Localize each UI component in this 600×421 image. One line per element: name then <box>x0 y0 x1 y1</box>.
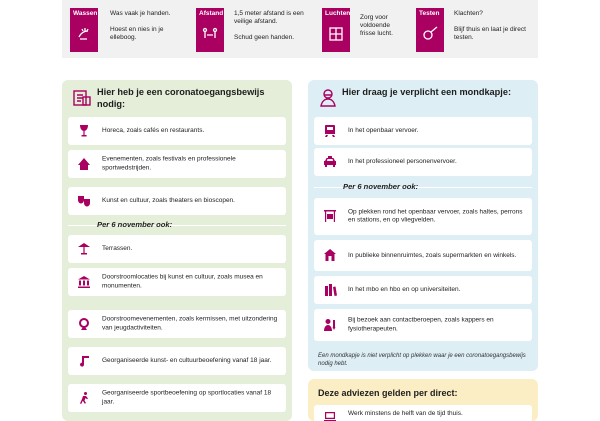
list-item-text: In het mbo en hbo en op universiteiten. <box>348 285 461 293</box>
pass-document-icon <box>72 88 92 108</box>
list-item-text: Georganiseerde kunst- en cultuurbeoefening vanaf 18 jaar. <box>102 356 272 364</box>
advice-wash-tip: Was vaak je handen. Hoest en nies in je elleboog. <box>110 10 171 41</box>
list-item-text: Op plekken rond het openbaar vervoer, zoals haltes, perrons en stations, en op vliegvelden. <box>348 208 523 224</box>
train-icon <box>323 124 337 138</box>
terrace-umbrella-icon <box>77 242 91 256</box>
list-item-text: Horeca, zoals cafés en restaurants. <box>102 126 205 134</box>
advice-strip <box>62 0 538 58</box>
advice-distance-tile <box>196 8 224 52</box>
face-mask-note: Een mondkapje is niet verplicht op plekken waar je een coronatoegangsbewijs nodig hebt. <box>318 353 526 367</box>
advice-air-label: Luchten <box>325 10 351 17</box>
list-item-text: Bij bezoek aan contactberoepen, zoals kappers en fysiotherapeuten. <box>348 316 494 332</box>
sport-runner-icon <box>77 391 91 405</box>
list-item <box>68 117 286 145</box>
shop-building-icon <box>323 248 337 262</box>
list-item <box>314 148 532 176</box>
list-item <box>68 384 286 412</box>
list-item <box>68 347 286 375</box>
test-swab-icon <box>422 26 438 42</box>
books-icon <box>323 283 337 297</box>
list-item-text: Terrassen. <box>102 244 133 252</box>
advice-test-label: Testen <box>419 10 440 17</box>
list-item <box>68 187 286 215</box>
museum-icon <box>77 275 91 289</box>
list-item-text: Kunst en cultuur, zoals theaters en bioscopen. <box>102 196 235 204</box>
advice-test-tip: Klachten? Blijf thuis en laat je direct testen. <box>454 10 526 41</box>
list-item-text: In publieke binnenruimtes, zoals supermarkten en winkels. <box>348 251 517 259</box>
ferris-wheel-icon <box>77 317 91 331</box>
list-item-text: Evenementen, zoals festivals en professionele sportwedstrijden. <box>102 155 236 171</box>
advice-air-tile <box>322 8 350 52</box>
advice-test-tile <box>416 8 444 52</box>
event-tent-icon <box>77 157 91 171</box>
list-item-text: Doorstroomevenementen, zoals kermissen, met uitzondering van jeugdactiviteiten. <box>102 315 278 331</box>
home-laptop-icon <box>323 410 337 421</box>
list-item-text: Georganiseerde sportbeoefening op sportlocaties vanaf 18 jaar. <box>102 389 272 405</box>
advice-wash-label: Wassen <box>73 10 98 17</box>
face-mask-person-icon <box>318 88 338 108</box>
wine-glass-icon <box>77 124 91 138</box>
list-item-text: In het professioneel personenvervoer. <box>348 157 457 165</box>
list-item <box>314 309 532 341</box>
advice-distance-label: Afstand <box>199 10 224 17</box>
list-item <box>68 150 286 178</box>
theater-masks-icon <box>77 194 91 208</box>
advice-distance-tip: 1,5 meter afstand is een veilige afstand. Schud geen handen. <box>234 10 304 41</box>
window-icon <box>328 26 344 42</box>
subheading: Per 6 november ook: <box>343 182 419 191</box>
list-item-text: In het openbaar vervoer. <box>348 126 419 134</box>
list-item <box>68 235 286 263</box>
direct-advice-title: Deze adviezen gelden per direct: <box>318 388 458 398</box>
list-item <box>314 198 532 235</box>
list-item-text: Doorstroomlocaties bij kunst en cultuur, zoals musea en monumenten. <box>102 273 263 289</box>
bus-stop-icon <box>323 209 337 223</box>
list-item <box>314 276 532 304</box>
face-mask-title: Hier draag je verplicht een mondkapje: <box>342 87 511 97</box>
music-note-icon <box>77 354 91 368</box>
hand-wash-icon <box>76 26 92 42</box>
advice-wash-tile <box>70 8 98 52</box>
list-item-text: Werk minstens de helft van de tijd thuis. <box>348 409 463 417</box>
taxi-icon <box>323 155 337 169</box>
list-item <box>314 240 532 271</box>
contact-profession-icon <box>323 318 337 332</box>
advice-air-tip: Zorg voor voldoende frisse lucht. <box>360 14 393 37</box>
list-item <box>314 117 532 145</box>
access-pass-title: Hier heb je een coronatoegangsbewijs nodig: <box>97 87 265 109</box>
list-item <box>68 310 286 338</box>
list-item <box>314 405 532 421</box>
list-item <box>68 268 286 296</box>
distance-icon <box>202 26 218 42</box>
subheading: Per 6 november ook: <box>97 220 173 229</box>
